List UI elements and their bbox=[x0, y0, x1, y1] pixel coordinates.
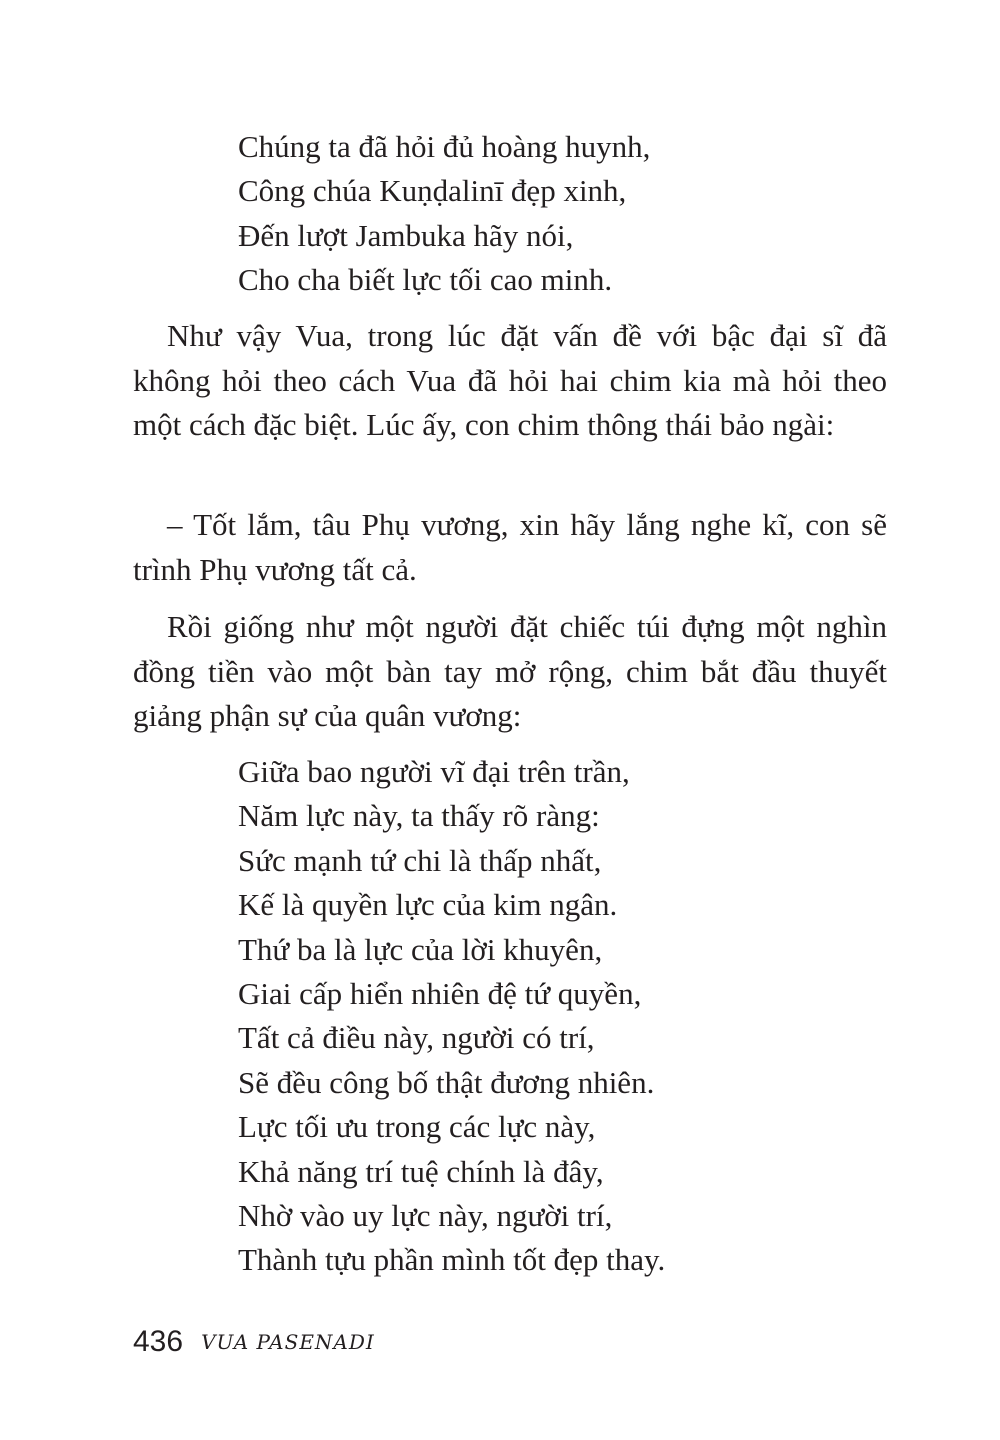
verse-line: Đến lượt Jambuka hãy nói, bbox=[238, 217, 574, 253]
powers-verse bbox=[238, 750, 665, 1283]
verse-line: Cho cha biết lực tối cao minh. bbox=[238, 262, 613, 298]
verse-line: Giữa bao người vĩ đại trên trần, bbox=[238, 754, 630, 789]
verse-line: Lực tối ưu trong các lực này, bbox=[238, 1109, 596, 1145]
paragraph-king-question: Như vậy Vua, trong lúc đặt vấn đề với bậc đại sĩ đã không hỏi theo cách Vua đã hỏi hai chim kia mà hỏi theo một cách đặc biệt. Lúc ấy, con chim thông thái bảo ngài: bbox=[133, 318, 887, 442]
paragraph-bird-preaching: Rồi giống như một người đặt chiếc túi đựng một nghìn đồng tiền vào một bàn tay mở rộng, chim bắt đầu thuyết giảng phận sự của quân vương: bbox=[133, 609, 887, 733]
verse-line: Sẽ đều công bố thật đương nhiên. bbox=[238, 1064, 655, 1100]
verse-line: Giai cấp hiển nhiên đệ tứ quyền, bbox=[238, 976, 642, 1012]
verse-line: Tất cả điều này, người có trí, bbox=[238, 1020, 595, 1056]
verse-line: Kế là quyền lực của kim ngân. bbox=[238, 887, 618, 923]
verse-line: Công chúa Kuṇḍalinī đẹp xinh, bbox=[238, 173, 627, 209]
verse-line: Nhờ vào uy lực này, người trí, bbox=[238, 1198, 613, 1234]
verse-line: Thứ ba là lực của lời khuyên, bbox=[238, 931, 603, 967]
opening-verse bbox=[238, 125, 650, 303]
running-title: VUA PASENADI bbox=[201, 1330, 375, 1354]
page-number: 436 bbox=[133, 1325, 184, 1358]
verse-line: Chúng ta đã hỏi đủ hoàng huynh, bbox=[238, 129, 651, 164]
paragraph-bird-reply: – Tốt lắm, tâu Phụ vương, xin hãy lắng nghe kĩ, con sẽ trình Phụ vương tất cả. bbox=[133, 507, 887, 587]
page-footer bbox=[133, 1320, 375, 1364]
verse-line: Thành tựu phần mình tốt đẹp thay. bbox=[238, 1242, 666, 1278]
verse-line: Sức mạnh tứ chi là thấp nhất, bbox=[238, 842, 602, 878]
verse-line: Khả năng trí tuệ chính là đây, bbox=[238, 1153, 604, 1189]
verse-line: Năm lực này, ta thấy rõ ràng: bbox=[238, 798, 600, 834]
